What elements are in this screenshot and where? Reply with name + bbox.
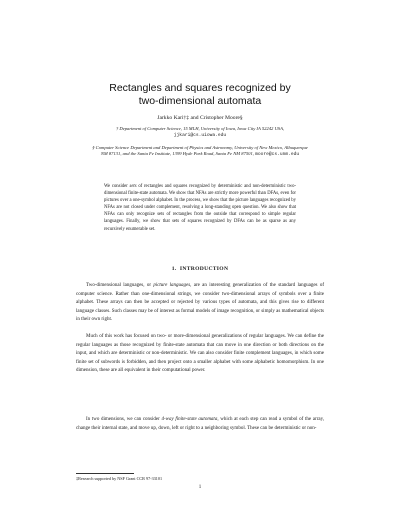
affiliation-2-email: moore@cs.unm.edu <box>255 151 300 157</box>
paragraph-1-rest: , are an interesting generalization of the standard languages of computer science. Rather than one-dimensional strings, we consider two-dimensional arrays of symbols over a finite alphabet. These arrays can then be accepted or rejected by various types of automata, and this gives rise to different language classes. Such classes may be of interest as formal models of image recognition, or simply as mathematical objects in their own right. <box>76 283 324 323</box>
title-line-2: two-dimensional automata <box>138 95 262 107</box>
paragraph-3-emphasis: 4-way finite-state automata <box>161 417 218 422</box>
affiliation-1-email: jjkari@cs.uiowa.edu <box>173 132 227 138</box>
paragraph-1 <box>76 282 324 325</box>
paper-title <box>40 82 360 108</box>
abstract <box>104 183 296 233</box>
abstract-intro: We consider <box>104 184 130 189</box>
affiliation-1-text: Department of Computer Science, 15 MLH, University of Iowa, Iowa City IA 52242 USA, <box>119 126 285 131</box>
footnote-divider <box>76 473 134 474</box>
title-line-1: Rectangles and squares recognized by <box>109 82 291 94</box>
paragraph-3 <box>76 416 324 433</box>
abstract-body: of rectangles and squares recognized by deterministic and non-deterministic two-dimensional finite-state automata. We show that NFAs are strictly more powerful than DFAs, even for pictures over a one-symbol alphabet. In the process, we show that the picture languages recognized by NFAs are not closed under complement, resolving a long-standing open question. We also show that NFAs can only recognize sets of rectangles from the outside that correspond to simple regular languages. Finally, we show that sets of squares recognized by DFAs can be as sparse as any recursively enumerable set. <box>104 184 297 232</box>
paragraph-2: Much of this work has focused on two- or more-dimensional generalizations of regular languages. We can define the regular languages as those recognized by finite-state automata that can move in one direction or both directions on the input, and which are deterministic or non-deterministic. We can also consider finite complement languages, in which some finite set of subwords is forbidden, and then project onto a smaller alphabet with some alphabetic homomorphism. In one dimension, these are all equivalent in their computational power. <box>76 334 324 374</box>
footnote: ‡Research supported by NSF Grant CCR 97-33101 <box>76 476 163 481</box>
paragraph-3-rest: , which at each step can read a symbol of the array, change their internal state, and move up, down, left or right to a neighboring symbol. These can be deterministic or non- <box>76 417 325 431</box>
page-number: 1 <box>198 485 202 490</box>
author-list: Jarkko Kari†‡ and Cristopher Moore§ <box>157 115 243 121</box>
abstract-emphasis: sets <box>129 184 137 189</box>
section-heading <box>0 266 400 272</box>
affiliation-1 <box>92 126 308 139</box>
affiliation-2-mark: § <box>92 145 95 150</box>
affiliation-1-mark: † <box>115 126 119 131</box>
paragraph-1-emphasis: picture languages <box>153 283 191 288</box>
affiliation-2-text: Computer Science Department and Department of Physics and Astronomy, University of New Mexico, Albuquerque NM 87131, and the Santa Fe Institute, 1399 Hyde Park Road, Santa Fe NM 87501, <box>95 145 308 156</box>
paragraph-3-start: In two dimensions, we can consider <box>86 417 162 422</box>
section-number: 1. <box>171 266 177 272</box>
section-title: INTRODUCTION <box>179 266 229 272</box>
affiliation-2 <box>92 145 308 158</box>
paragraph-1-start: Two-dimensional languages, or <box>86 283 154 288</box>
